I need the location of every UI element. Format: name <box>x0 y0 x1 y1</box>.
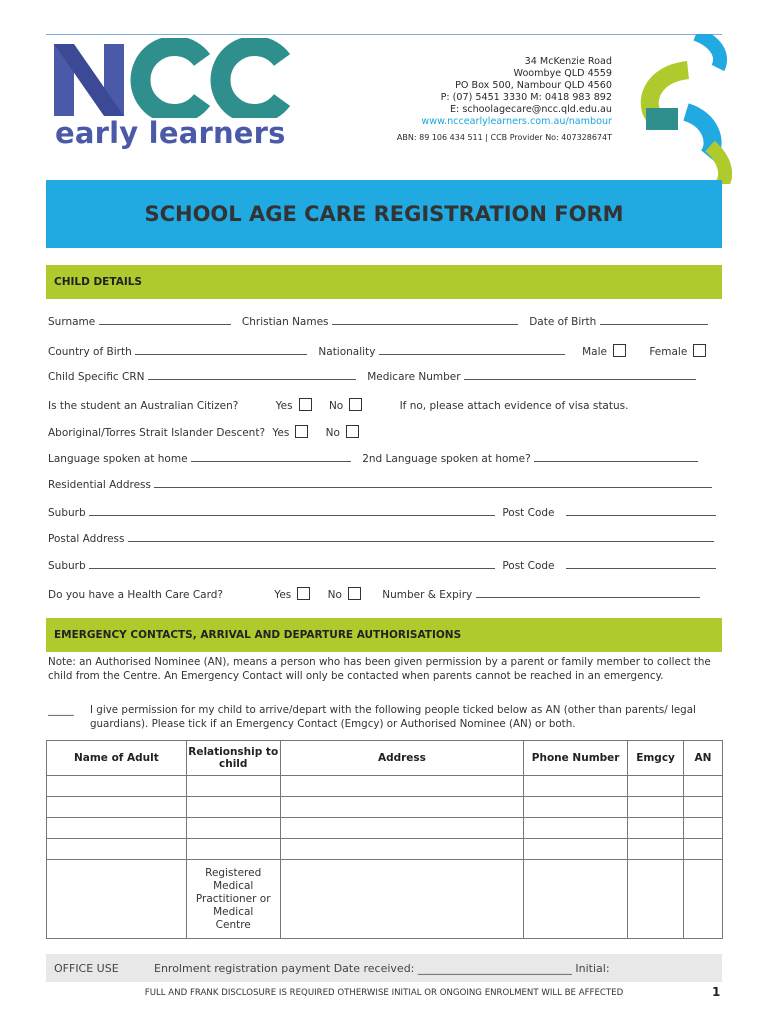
surname-field[interactable] <box>99 316 231 325</box>
number-expiry-label: Number & Expiry <box>382 589 473 601</box>
language-field[interactable] <box>191 453 351 462</box>
country-field[interactable] <box>135 346 307 355</box>
contacts-table <box>46 740 723 939</box>
number-expiry-field[interactable] <box>476 589 700 598</box>
language2-field[interactable] <box>534 453 698 462</box>
citizen-no-checkbox[interactable] <box>349 398 362 411</box>
nationality-field[interactable] <box>379 346 565 355</box>
atsi-no-checkbox[interactable] <box>346 425 359 438</box>
yes-label: Yes <box>275 400 293 412</box>
residential-field[interactable] <box>154 479 712 488</box>
country-label: Country of Birth <box>48 346 132 358</box>
hcc-yes-checkbox[interactable] <box>297 587 310 600</box>
table-row[interactable] <box>47 776 723 797</box>
abn-line: ABN: 89 106 434 511 | CCB Provider No: 407328674T <box>396 133 612 142</box>
suburb-label: Suburb <box>48 507 86 519</box>
postal-field[interactable] <box>128 533 714 542</box>
table-header-row <box>47 741 723 776</box>
decorative-swirl <box>622 34 732 184</box>
no-label: No <box>325 427 340 439</box>
postcode-label: Post Code <box>502 560 555 572</box>
residential-label: Residential Address <box>48 479 151 491</box>
row-names <box>48 316 708 328</box>
female-checkbox[interactable] <box>693 344 706 357</box>
section-emergency <box>46 618 722 652</box>
office-use-bar <box>46 954 722 982</box>
suburb-label: Suburb <box>48 560 86 572</box>
permission-initial-blank[interactable]: _____ <box>48 704 74 716</box>
row-suburb-1 <box>48 507 716 519</box>
male-label: Male <box>582 346 607 358</box>
section-title: EMERGENCY CONTACTS, ARRIVAL AND DEPARTURE AUTHORISATIONS <box>54 629 462 641</box>
col-emgcy: Emgcy <box>628 741 684 776</box>
row-language <box>48 453 698 465</box>
christian-names-field[interactable] <box>332 316 518 325</box>
address-line: P: (07) 5451 3330 M: 0418 983 892 <box>440 92 612 103</box>
row-residential <box>48 479 712 491</box>
suburb-field[interactable] <box>89 507 495 516</box>
citizen-question: Is the student an Australian Citizen? <box>48 400 239 412</box>
col-name: Name of Adult <box>47 741 187 776</box>
row-country <box>48 344 706 358</box>
logo-subtitle: early learners <box>55 116 286 150</box>
crn-label: Child Specific CRN <box>48 371 145 383</box>
table-row-medical[interactable] <box>47 860 723 939</box>
language-label: Language spoken at home <box>48 453 188 465</box>
yes-label: Yes <box>274 589 292 601</box>
table-row[interactable] <box>47 797 723 818</box>
office-use-label: OFFICE USE <box>54 961 119 975</box>
row-citizen <box>48 398 628 412</box>
col-address: Address <box>280 741 524 776</box>
ncc-logo <box>52 38 296 118</box>
page-number: 1 <box>712 985 721 999</box>
permission-text: I give permission for my child to arrive/depart with the following people ticked below as AN (other than parents/ legal guardians). Please tick if an Emergency Contact (Emgcy) or Authorised Nominee (AN) or both. <box>90 704 696 730</box>
permission-statement <box>48 704 724 731</box>
citizen-yes-checkbox[interactable] <box>299 398 312 411</box>
address-line: PO Box 500, Nambour QLD 4560 <box>455 80 612 91</box>
atsi-question: Aboriginal/Torres Strait Islander Descent? <box>48 427 266 439</box>
medicare-label: Medicare Number <box>367 371 461 383</box>
no-label: No <box>327 589 342 601</box>
medical-practitioner-label: Registered Medical Practitioner or Medical Centre <box>186 860 280 939</box>
form-title: SCHOOL AGE CARE REGISTRATION FORM <box>144 202 624 226</box>
dob-field[interactable] <box>600 316 708 325</box>
postal-label: Postal Address <box>48 533 125 545</box>
postcode-label: Post Code <box>502 507 555 519</box>
top-rule <box>46 34 722 35</box>
website-link[interactable]: www.nccearlylearners.com.au/nambour <box>421 116 612 127</box>
nationality-label: Nationality <box>318 346 376 358</box>
visa-note: If no, please attach evidence of visa status. <box>399 400 629 412</box>
suburb-field[interactable] <box>89 560 495 569</box>
col-an: AN <box>684 741 723 776</box>
medicare-field[interactable] <box>464 371 696 380</box>
table-row[interactable] <box>47 818 723 839</box>
address-line: Woombye QLD 4559 <box>513 68 612 79</box>
section-child-details <box>46 265 722 299</box>
contact-block <box>397 56 612 144</box>
postcode-field[interactable] <box>566 560 716 569</box>
dob-label: Date of Birth <box>529 316 597 328</box>
row-crn <box>48 371 696 383</box>
no-label: No <box>328 400 344 412</box>
row-suburb-2 <box>48 560 716 572</box>
female-label: Female <box>649 346 688 358</box>
postcode-field[interactable] <box>566 507 716 516</box>
office-use-text: Enrolment registration payment Date received: ____________________________ Initial: <box>154 961 610 975</box>
crn-field[interactable] <box>148 371 356 380</box>
christian-names-label: Christian Names <box>241 316 329 328</box>
hcc-no-checkbox[interactable] <box>348 587 361 600</box>
surname-label: Surname <box>48 316 96 328</box>
row-health-card <box>48 587 700 601</box>
an-note: Note: an Authorised Nominee (AN), means a person who has been given permission by a parent or family member to collect the child from the Centre. An Emergency Contact will only be contacted when parents cannot be reached in an emergency. <box>48 656 711 682</box>
address-line: E: schoolagecare@ncc.qld.edu.au <box>449 104 612 115</box>
col-phone: Phone Number <box>524 741 628 776</box>
male-checkbox[interactable] <box>613 344 626 357</box>
section-title: CHILD DETAILS <box>54 276 142 288</box>
disclosure-footer: FULL AND FRANK DISCLOSURE IS REQUIRED OTHERWISE INITIAL OR ONGOING ENROLMENT WILL BE AFFECTED <box>144 988 624 998</box>
form-title-banner <box>46 180 722 248</box>
atsi-yes-checkbox[interactable] <box>295 425 308 438</box>
row-postal <box>48 533 714 545</box>
language2-label: 2nd Language spoken at home? <box>362 453 531 465</box>
address-line: 34 McKenzie Road <box>524 56 612 67</box>
table-row[interactable] <box>47 839 723 860</box>
row-atsi <box>48 425 359 439</box>
yes-label: Yes <box>272 427 290 439</box>
health-card-question: Do you have a Health Care Card? <box>48 589 223 601</box>
col-relationship: Relationship to child <box>186 741 280 776</box>
